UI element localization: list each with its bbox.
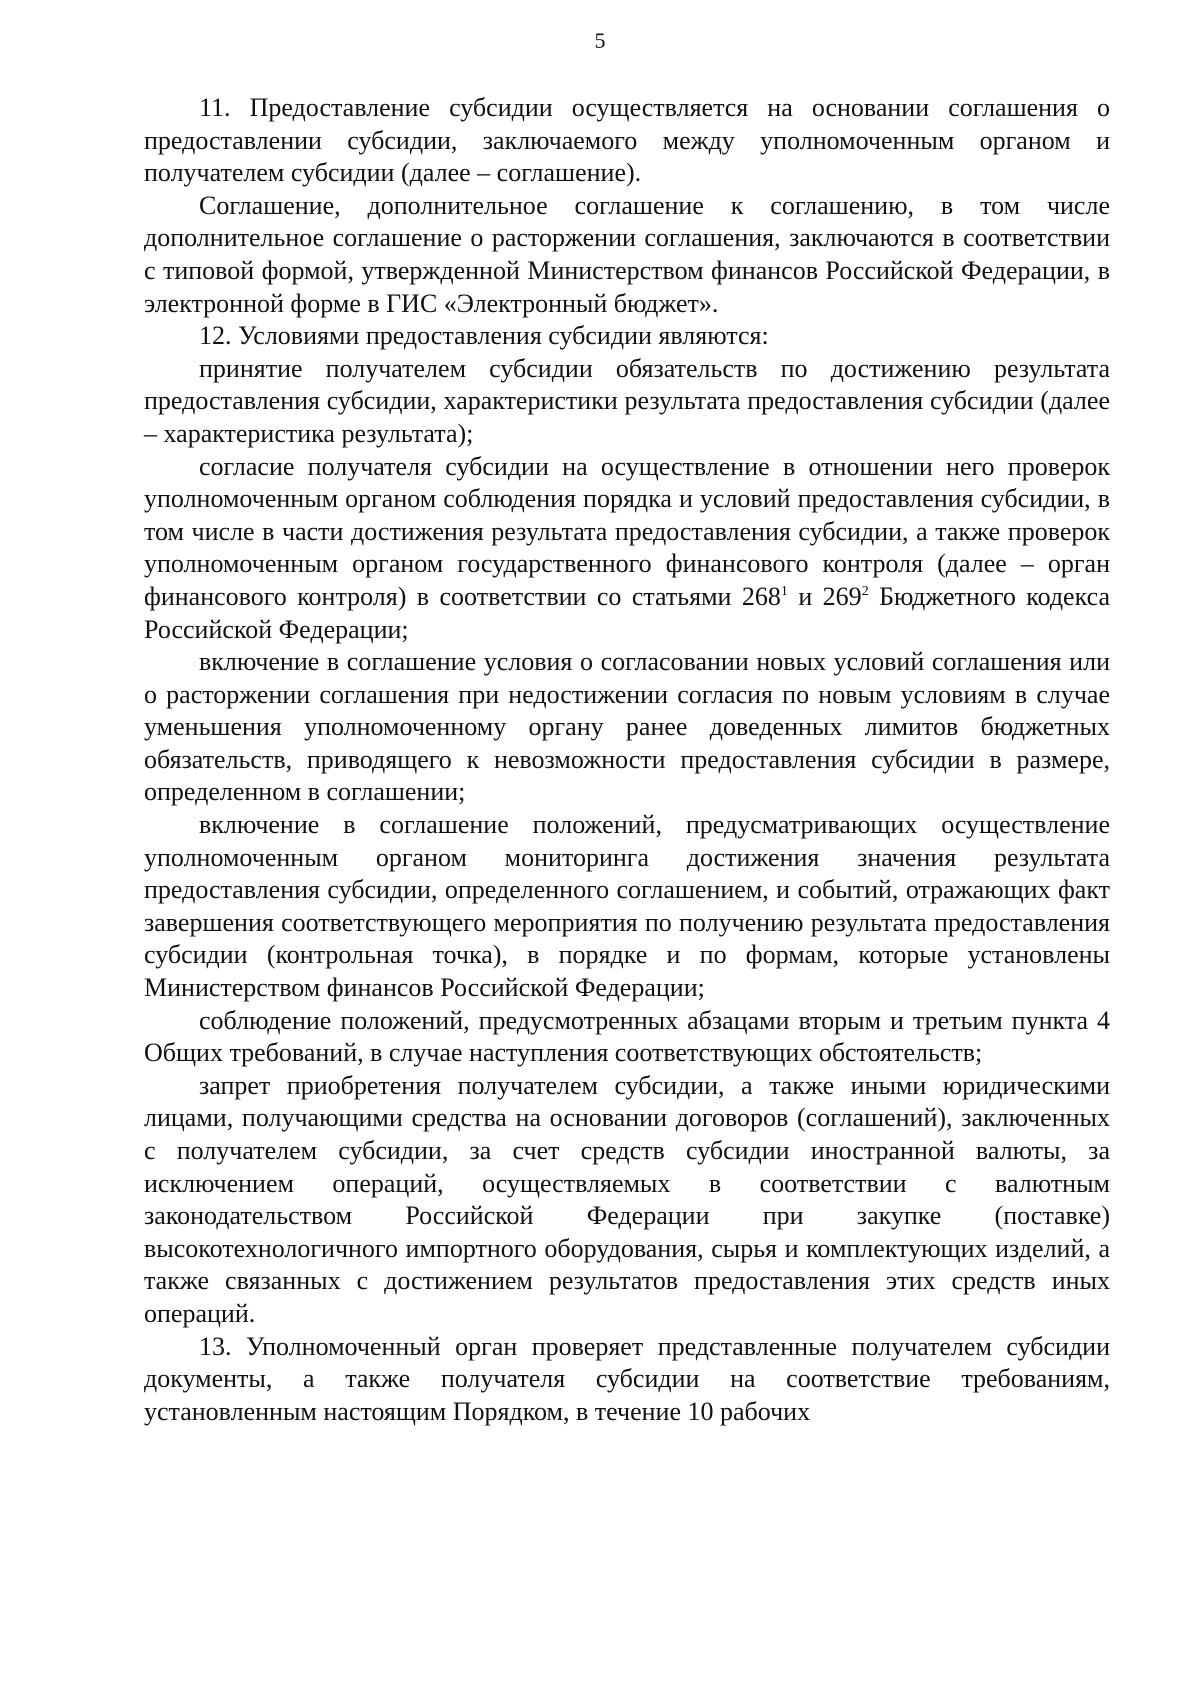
paragraph-condition-inspections — [144, 451, 1110, 647]
paragraph-12: 12. Условиями предоставления субсидии являются: — [199, 321, 769, 351]
paragraph-agreement-form: Соглашение, дополнительное соглашение к соглашению, в том числе дополнительное соглашение о расторжении соглашения, заключаются в соответствии с типовой формой, утвержденной Министерством финансов Российской Федерации, в электронной форме в ГИС «Электронный бюджет». — [144, 190, 1110, 318]
page-number: 5 — [594, 28, 606, 53]
inspections-text-part1: согласие получателя субсидии на осуществление в отношении него проверок уполномоченным органом соблюдения порядка и условий предоставления субсидии, в том числе в части достижения результата предоставления субсидии, а также проверок уполномоченным органом государственного финансового контроля (далее – орган финансового контроля) в соответствии со статьями 268 — [144, 451, 1110, 611]
document-body — [144, 92, 1110, 1428]
paragraph-13: 13. Уполномоченный орган проверяет представленные получателем субсидии документы, а также получателя субсидии на соответствие требованиям, установленным настоящим Порядком, в течение 10 рабочих — [144, 1331, 1110, 1426]
inspections-text-part3: Бюджетного кодекса Российской Федерации; — [144, 581, 1110, 644]
paragraph-11: 11. Предоставление субсидии осуществляется на основании соглашения о предоставлении субсидии, заключаемого между уполномоченным органом и получателем субсидии (далее – соглашение). — [144, 93, 1110, 188]
footnote-superscript-1: 1 — [780, 583, 788, 599]
paragraph-condition-new-terms: включение в соглашение условия о согласовании новых условий соглашения или о расторжении соглашения при недостижении согласия по новым условиям в случае уменьшения уполномоченному органу ранее доведенных лимитов бюджетных обязательств, приводящего к невозможности предоставления субсидии в размере, определенном в соглашении; — [144, 647, 1110, 807]
paragraph-condition-result: принятие получателем субсидии обязательств по достижению результата предоставления субсидии, характеристики результата предоставления субсидии (далее – характеристика результата); — [144, 353, 1110, 448]
inspections-text-part2: и 269 — [787, 581, 862, 611]
footnote-superscript-2: 2 — [861, 583, 869, 599]
paragraph-condition-monitoring: включение в соглашение положений, предусматривающих осуществление уполномоченным органом мониторинга достижения значения результата предоставления субсидии, определенного соглашением, и событий, отражающих факт завершения соответствующего мероприятия по получению результата предоставления субсидии (контрольная точка), в порядке и по формам, которые установлены Министерством финансов Российской Федерации; — [144, 810, 1110, 1003]
paragraph-condition-general-requirements: соблюдение положений, предусмотренных абзацами вторым и третьим пункта 4 Общих требований, в случае наступления соответствующих обстоятельств; — [144, 1005, 1110, 1068]
paragraph-condition-currency-ban: запрет приобретения получателем субсидии, а также иными юридическими лицами, получающими средства на основании договоров (соглашений), заключенных с получателем субсидии, за счет средств субсидии иностранной валюты, за исключением операций, осуществляемых в соответствии с валютным законодательством Российской Федерации при закупке (поставке) высокотехнологичного импортного оборудования, сырья и комплектующих изделий, а также связанных с достижением результатов предоставления этих средств иных операций. — [144, 1070, 1110, 1328]
